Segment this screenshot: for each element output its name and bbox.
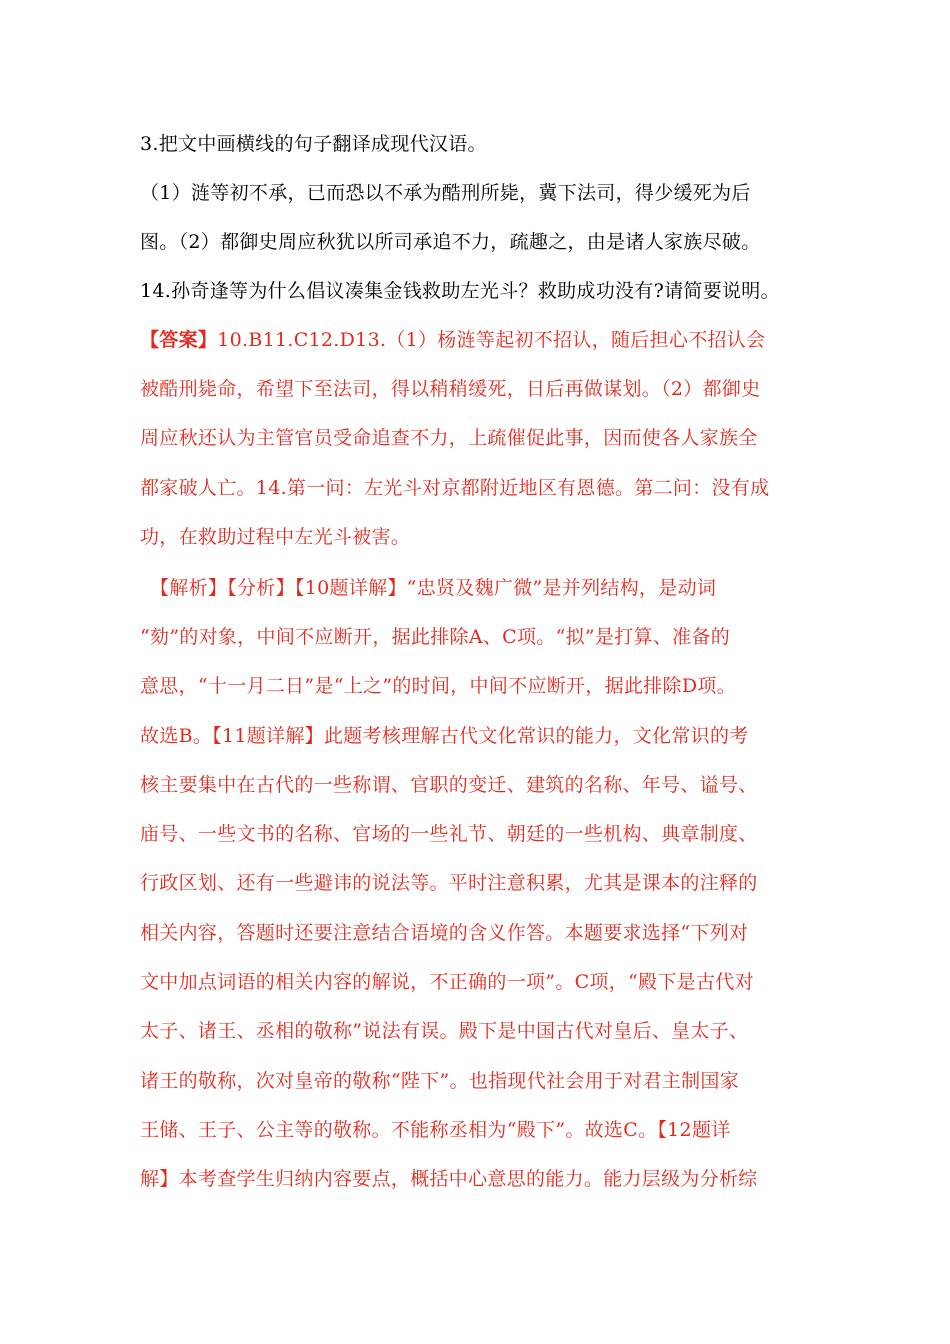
answer-line-3: 周应秋还认为主管官员受命追查不力，上疏催促此事，因而使各人家族全 — [140, 427, 758, 449]
answer-text: 10.B11.C12.D13.（1）杨涟等起初不招认，随后担心不招认会 — [217, 329, 766, 351]
analysis-line-13: 解】本考查学生归纳内容要点，概括中心意思的能力。能力层级为分析综 — [140, 1168, 758, 1190]
answer-line-2: 被酷刑毙命，希望下至法司，得以稍稍缓死，日后再做谋划。（2）都御史 — [140, 378, 761, 400]
analysis-line-7: 行政区划、还有一些避讳的说法等。平时注意积累，尤其是课本的注释的 — [140, 872, 758, 894]
analysis-line-3: 意思，“十一月二日”是“上之”的时间，中间不应断开，据此排除D项。 — [140, 675, 736, 697]
analysis-line-6: 庙号、一些文书的名称、官场的一些礼节、朝廷的一些机构、典章制度、 — [140, 823, 758, 845]
analysis-line-10: 太子、诸王、丞相的敬称”说法有误。殿下是中国古代对皇后、皇太子、 — [140, 1020, 749, 1042]
question-13-sentence-2: 图。（2）都御史周应秋犹以所司承追不力，疏趣之，由是诸人家族尽破。 — [140, 231, 761, 253]
analysis-line-12: 王储、王子、公主等的敬称。不能称丞相为“殿下”。故选C。【12题详 — [140, 1119, 731, 1141]
answer-label: 【答案】 — [140, 329, 218, 351]
analysis-line-5: 核主要集中在古代的一些称谓、官职的变迁、建筑的名称、年号、谥号、 — [140, 774, 758, 796]
answer-line-1 — [140, 322, 765, 358]
analysis-line-11: 诸王的敬称，次对皇帝的敬称“陛下”。也指现代社会用于对君主制国家 — [140, 1070, 740, 1092]
analysis-line-4: 故选B。【11题详解】此题考核理解古代文化常识的能力，文化常识的考 — [140, 725, 749, 747]
analysis-line-2: “劾”的对象，中间不应断开，据此排除A、C项。“拟”是打算、准备的 — [140, 626, 731, 648]
question-13-heading: 3.把文中画横线的句子翻译成现代汉语。 — [140, 133, 487, 155]
question-13-sentence-1: （1）涟等初不承，已而恐以不承为酷刑所毙，冀下法司，得少缓死为后 — [140, 182, 751, 204]
analysis-line-9: 文中加点词语的相关内容的解说，不正确的一项”。C项，“殿下是古代对 — [140, 971, 754, 993]
question-14-heading: 14.孙奇逢等为什么倡议凑集金钱救助左光斗？救助成功没有?请简要说明。 — [140, 280, 780, 302]
analysis-line-8: 相关内容，答题时还要注意结合语境的含义作答。本题要求选择“下列对 — [140, 922, 749, 944]
answer-line-5: 功，在救助过程中左光斗被害。 — [140, 526, 411, 548]
answer-line-4: 都家破人亡。14.第一问：左光斗对京都附近地区有恩德。第二问：没有成 — [140, 477, 770, 499]
analysis-line-1: 【解析】【分析】【10题详解】“忠贤及魏广微”是并列结构，是动词 — [150, 577, 717, 599]
